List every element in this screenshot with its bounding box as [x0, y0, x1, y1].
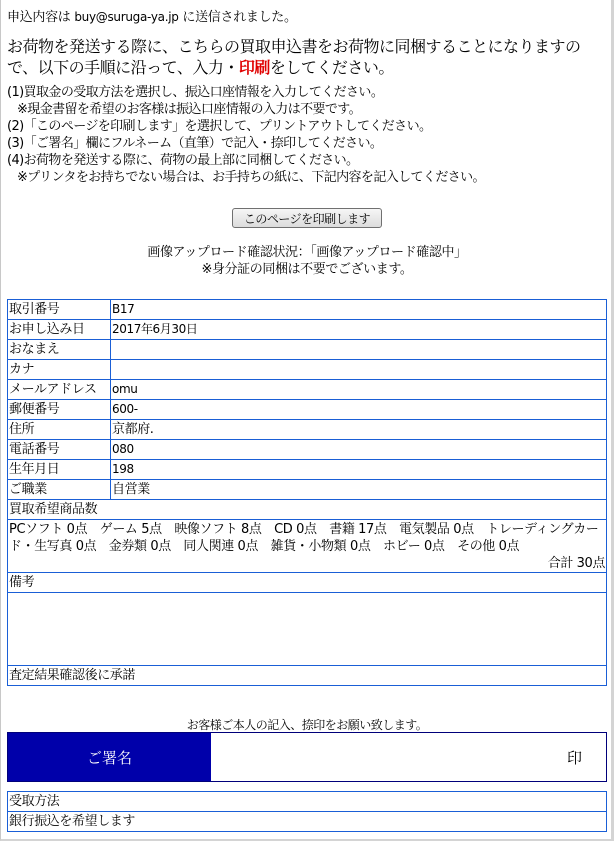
table-row [8, 460, 607, 480]
occupation-value: 自営業 [111, 480, 607, 500]
transaction-number: B17 [111, 300, 607, 320]
receive-method-value: 銀行振込を希望します [8, 812, 607, 832]
intro-part2: をしてください。 [269, 58, 394, 77]
table-row [8, 666, 607, 686]
items-header: 買取希望商品数 [8, 500, 607, 520]
step-1-note: ※現金書留を希望のお客様は振込口座情報の入力は不要です。 [17, 102, 362, 117]
id-not-required-note: ※身分証の同梱は不要でございます。 [201, 262, 413, 277]
table-row [8, 500, 607, 520]
signature-field [211, 733, 606, 781]
receive-method-table [7, 791, 607, 832]
signature-note: お客様ご本人の記入、捺印をお願い致します。 [186, 718, 428, 732]
table-row [8, 300, 607, 320]
sent-notice [7, 6, 297, 25]
email-value: omu [111, 380, 607, 400]
row-label: 取引番号 [8, 300, 111, 320]
name-value [111, 340, 607, 360]
table-row [8, 480, 607, 500]
row-label: 住所 [8, 420, 111, 440]
table-row [8, 520, 607, 573]
address-value: 京都府. [111, 420, 607, 440]
table-row [8, 440, 607, 460]
seal-mark: 印 [566, 749, 582, 767]
application-date: 2017年6月30日 [111, 320, 607, 340]
table-row [8, 320, 607, 340]
upload-status-line: 画像アップロード確認状況：「画像アップロード確認中」 [147, 245, 467, 260]
row-label: カナ [8, 360, 111, 380]
row-label: お申し込み日 [8, 320, 111, 340]
step-3: (3)「ご署名」欄にフルネーム（直筆）で記入・捺印してください。 [7, 136, 383, 151]
row-label: 郵便番号 [8, 400, 111, 420]
table-row [8, 380, 607, 400]
receive-method-header: 受取方法 [8, 792, 607, 812]
items-total: 合計 30点 [547, 556, 605, 571]
table-row [8, 792, 607, 812]
step-1: (1)買取金の受取方法を選択し、振込口座情報を入力してください。 [7, 85, 384, 100]
sent-suffix: に送信されました。 [178, 10, 297, 25]
print-page-button[interactable]: このページを印刷します [232, 208, 382, 228]
remarks-header: 備考 [8, 573, 607, 593]
table-row [8, 593, 607, 666]
approval-value: 査定結果確認後に承諾 [8, 666, 607, 686]
upload-status [0, 244, 614, 278]
row-label: 電話番号 [8, 440, 111, 460]
birthdate-value: 198 [111, 460, 607, 480]
row-label: メールアドレス [8, 380, 111, 400]
signature-label: ご署名 [8, 733, 211, 781]
table-row [8, 420, 607, 440]
step-2: (2)「このページを印刷します」を選択して、プリントアウトしてください。 [7, 119, 432, 134]
table-row [8, 340, 607, 360]
table-row [8, 360, 607, 380]
kana-value [111, 360, 607, 380]
intro-part1: お荷物を発送する際に、こちらの買取申込書をお荷物に同梱することになりますので、以下の手順に沿って、入力・ [7, 37, 581, 77]
row-label: 生年月日 [8, 460, 111, 480]
postal-code-value: 600- [111, 400, 607, 420]
sent-prefix: 申込内容は [7, 10, 75, 25]
step-4: (4)お荷物を発送する際に、荷物の最上部に同梱してください。 [7, 153, 359, 168]
row-label: ご職業 [8, 480, 111, 500]
sent-email: buy@suruga-ya.jp [74, 10, 179, 24]
application-info-table [7, 299, 607, 686]
instruction-steps [7, 84, 607, 186]
items-cell [8, 520, 607, 573]
table-row [8, 400, 607, 420]
row-label: おなまえ [8, 340, 111, 360]
phone-value: 080 [111, 440, 607, 460]
signature-box [7, 732, 607, 782]
remarks-value [8, 593, 607, 666]
step-4-note: ※プリンタをお持ちでない場合は、お手持ちの紙に、下記内容を記入してください。 [17, 170, 485, 185]
items-list: PCソフト 0点 ゲーム 5点 映像ソフト 8点 CD 0点 書籍 17点 電気製品 0点 トレーディングカード・生写真 0点 金券類 0点 同人関連 0点 雑貨・小物類 0点 ホビー 0点 その他 0点 [9, 522, 599, 554]
table-row [8, 812, 607, 832]
table-row [8, 573, 607, 593]
intro-text [7, 36, 607, 78]
intro-highlight: 印刷 [238, 58, 270, 77]
